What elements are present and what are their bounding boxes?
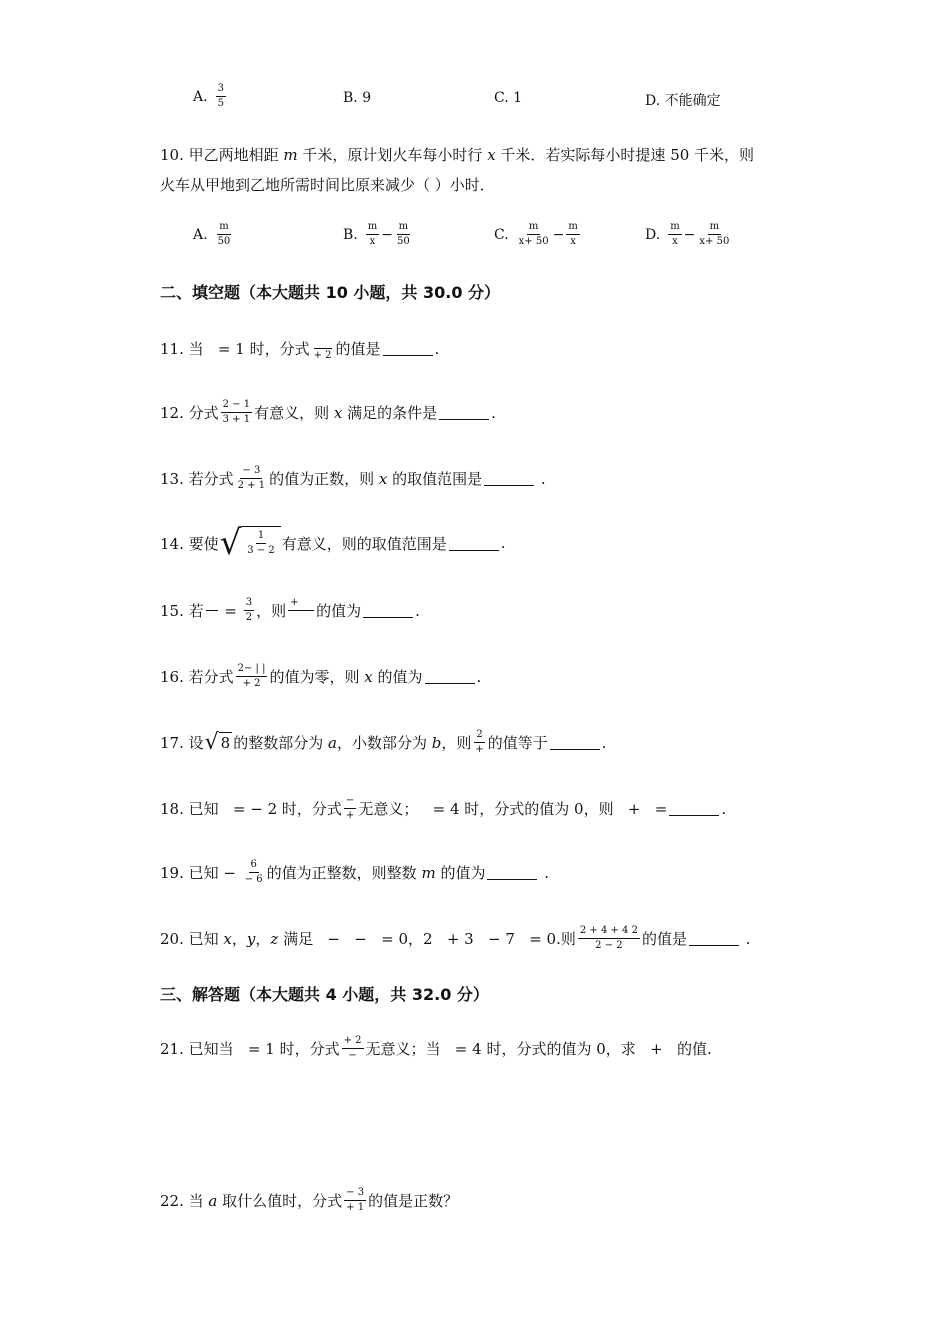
answer-blank[interactable]	[487, 865, 537, 880]
square-root: √ $\frac{1}{3 - 2}$	[220, 526, 281, 560]
question-18: 18. 已知 = − 2 时，分式 $\frac{-}{+}$ 无意义； = 4 时，分式的值为 0，则 + = .	[160, 795, 727, 821]
fraction: $\frac{2 - 1}{3 + 1}$	[222, 399, 251, 425]
q9-option-c: C. 1	[494, 90, 523, 106]
fraction: $\frac{- 3}{2 + 1}$	[237, 465, 266, 491]
q9-option-a	[193, 84, 228, 109]
section-3-heading: 三、解答题（本大题共 4 小题，共 32.0 分）	[160, 985, 489, 1004]
q10-line2: 火车从甲地到乙地所需时间比原来减少（ ）小时．	[160, 176, 495, 194]
q10-line1: 10. 甲乙两地相距 m 千米，原计划火车每小时行 x 千米．若实际每小时提速 50 千米，则	[160, 146, 755, 164]
question-10	[160, 140, 800, 200]
answer-blank[interactable]	[383, 341, 433, 356]
fraction: $\frac{- 3}{+ 1}$	[346, 1187, 365, 1213]
q10-options	[0, 222, 950, 262]
q10-option-a: A. $\frac{m}{50}$	[193, 221, 231, 247]
question-12: 12. 分式 $\frac{2 - 1}{3 + 1}$ 有意义，则 x 满足的条件是 .	[160, 399, 496, 425]
question-20: 20. 已知 x ， y ， z 满足 − − = 0，2 + 3 − 7 = 0.则 $\frac{2 + 4 + 4 2}{2 - 2}$ 的值是 .	[160, 925, 751, 951]
fraction: $\frac{2}{+}$	[475, 729, 484, 755]
option-label: A.	[193, 88, 208, 105]
fraction: $\frac{2- | |}{+ 2}$	[237, 663, 266, 689]
question-14: 14. 要使 √ $\frac{1}{3 - 2}$ 有意义，则的取值范围是 .	[160, 523, 506, 563]
fraction: $\frac{1}{3 - 2}$	[247, 530, 275, 556]
fraction: +	[288, 598, 314, 623]
fraction	[206, 598, 218, 623]
answer-blank[interactable]	[425, 669, 475, 684]
answer-blank[interactable]	[449, 536, 499, 551]
fraction: $\frac{3}{5}$	[217, 83, 224, 109]
fraction: $\frac{+ 2}{-}$	[343, 1035, 362, 1061]
question-22: 22. 当 a 取什么值时，分式 $\frac{- 3}{+ 1}$ 的值是正数？	[160, 1187, 459, 1213]
question-15: 15. 若 = $\frac{3}{2}$ ，则 + 的值为 .	[160, 597, 420, 623]
answer-blank[interactable]	[484, 471, 534, 486]
answer-blank[interactable]	[363, 603, 413, 618]
fraction: $\frac{6}{- 6}$	[244, 859, 263, 885]
question-11: 11. 当 = 1 时，分式 + 2 的值是 .	[160, 336, 439, 361]
q10-option-d: D. $\frac{m}{x}$ − $\frac{m}{x+ 50}$	[645, 221, 730, 247]
fraction: $\frac{3}{2}$	[245, 597, 253, 623]
question-19: 19. 已知 − $\frac{6}{- 6}$ 的值为正整数，则整数 m 的值为 .	[160, 859, 549, 885]
q9-option-d: D. 不能确定	[645, 93, 721, 109]
square-root: √ 8	[204, 729, 231, 755]
answer-blank[interactable]	[689, 931, 739, 946]
answer-blank[interactable]	[550, 735, 600, 750]
question-16: 16. 若分式 $\frac{2- | |}{+ 2}$ 的值为零，则 x 的值为 .	[160, 663, 482, 689]
answer-blank[interactable]	[439, 405, 489, 420]
fraction: $\frac{m}{50}$	[217, 221, 231, 247]
q9-options	[0, 84, 950, 124]
answer-blank[interactable]	[669, 801, 719, 816]
q10-option-b: B. $\frac{m}{x}$ − $\frac{m}{50}$	[343, 221, 410, 247]
question-13: 13. 若分式 $\frac{- 3}{2 + 1}$ 的值为正数，则 x 的取值范围是 .	[160, 465, 546, 491]
question-17: 17. 设 √ 8 的整数部分为 a ，小数部分为 b ，则 $\frac{2}{+}$ 的值等于 .	[160, 729, 607, 755]
section-2-heading: 二、填空题（本大题共 10 小题，共 30.0 分）	[160, 283, 501, 302]
fraction: $\frac{2 + 4 + 4 2}{2 - 2}$	[579, 925, 638, 951]
q10-option-c: C. $\frac{m}{x+ 50}$ − $\frac{m}{x}$	[494, 221, 578, 247]
fraction: + 2	[312, 336, 334, 361]
fraction: $\frac{-}{+}$	[345, 795, 355, 821]
question-21: 21. 已知当 = 1 时，分式 $\frac{+ 2}{-}$ 无意义；当 = 4 时，分式的值为 0，求 + 的值.	[160, 1035, 712, 1061]
q9-option-b: B. 9	[343, 90, 372, 106]
